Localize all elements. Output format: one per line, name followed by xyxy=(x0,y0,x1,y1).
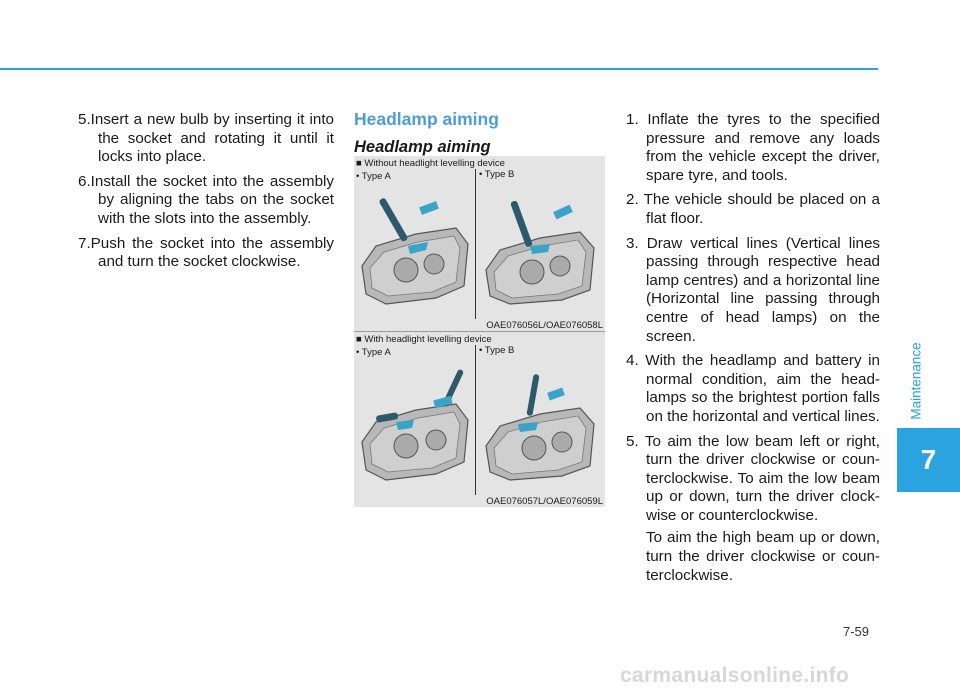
figure-divider xyxy=(475,169,476,319)
left-column xyxy=(78,111,334,278)
headlamp-illustration xyxy=(480,186,600,311)
figure-caption: ■ With headlight levelling device xyxy=(356,334,492,345)
headlamp-illustration xyxy=(356,362,474,487)
chapter-tab xyxy=(897,428,960,492)
headlamp-illustration xyxy=(480,362,600,487)
section-title: Headlamp aiming xyxy=(354,109,499,129)
step-5: 5.Insert a new bulb by inserting it into the socket and rotating it until it locks into place. xyxy=(78,111,334,166)
figure-without-levelling xyxy=(354,156,605,331)
page-number: 7-59 xyxy=(843,624,870,639)
aim-step-1: 1. Inflate the tyres to the specified pressure and remove any loads from the vehicle except the driver, spare tyre, and tools. xyxy=(626,111,880,184)
aim-step-2: 2. The vehicle should be placed on a flat floor. xyxy=(626,191,880,227)
type-a-label: • Type A xyxy=(356,347,391,358)
figure-code: OAE076057L/OAE076059L xyxy=(486,496,603,507)
figure-code: OAE076056L/OAE076058L xyxy=(486,320,603,331)
chapter-label xyxy=(906,340,926,422)
chapter-number: 7 xyxy=(920,444,937,475)
right-column xyxy=(626,111,880,585)
figure-divider xyxy=(475,345,476,495)
figure-caption: ■ Without headlight levelling device xyxy=(356,158,505,169)
figure-with-levelling xyxy=(354,331,605,507)
type-a-label: • Type A xyxy=(356,171,391,182)
headlamp-illustration xyxy=(356,186,474,311)
aim-step-5: 5. To aim the low beam left or right, turn the driver clockwise or coun-terclockwise. To aim the low beam up or down, turn the driver clock-wise or counterclockwise. xyxy=(626,432,880,524)
step-6: 6.Install the socket into the assembly by aligning the tabs on the socket with the slots into the assembly. xyxy=(78,172,334,227)
section-subtitle: Headlamp aiming xyxy=(354,138,491,156)
type-b-label: • Type B xyxy=(479,169,515,180)
middle-column xyxy=(354,108,606,158)
high-beam-note: To aim the high beam up or down, turn the driver clockwise or coun-terclockwise. xyxy=(646,529,880,584)
aim-step-3: 3. Draw vertical lines (Vertical lines passing through respective head lamp centres) and a horizontal line (Horizontal line passing through centre of head lamps) on the screen. xyxy=(626,234,880,345)
header-rule xyxy=(0,68,878,70)
type-b-label: • Type B xyxy=(479,345,515,356)
aim-step-4: 4. With the headlamp and battery in normal condition, aim the head-lamps so the brightest portion falls on the horizontal and vertical lines. xyxy=(626,352,880,425)
step-7: 7.Push the socket into the assembly and turn the socket clockwise. xyxy=(78,234,334,271)
watermark: carmanualsonline.info xyxy=(620,664,850,687)
chapter-label-text: Maintenance xyxy=(908,342,924,420)
